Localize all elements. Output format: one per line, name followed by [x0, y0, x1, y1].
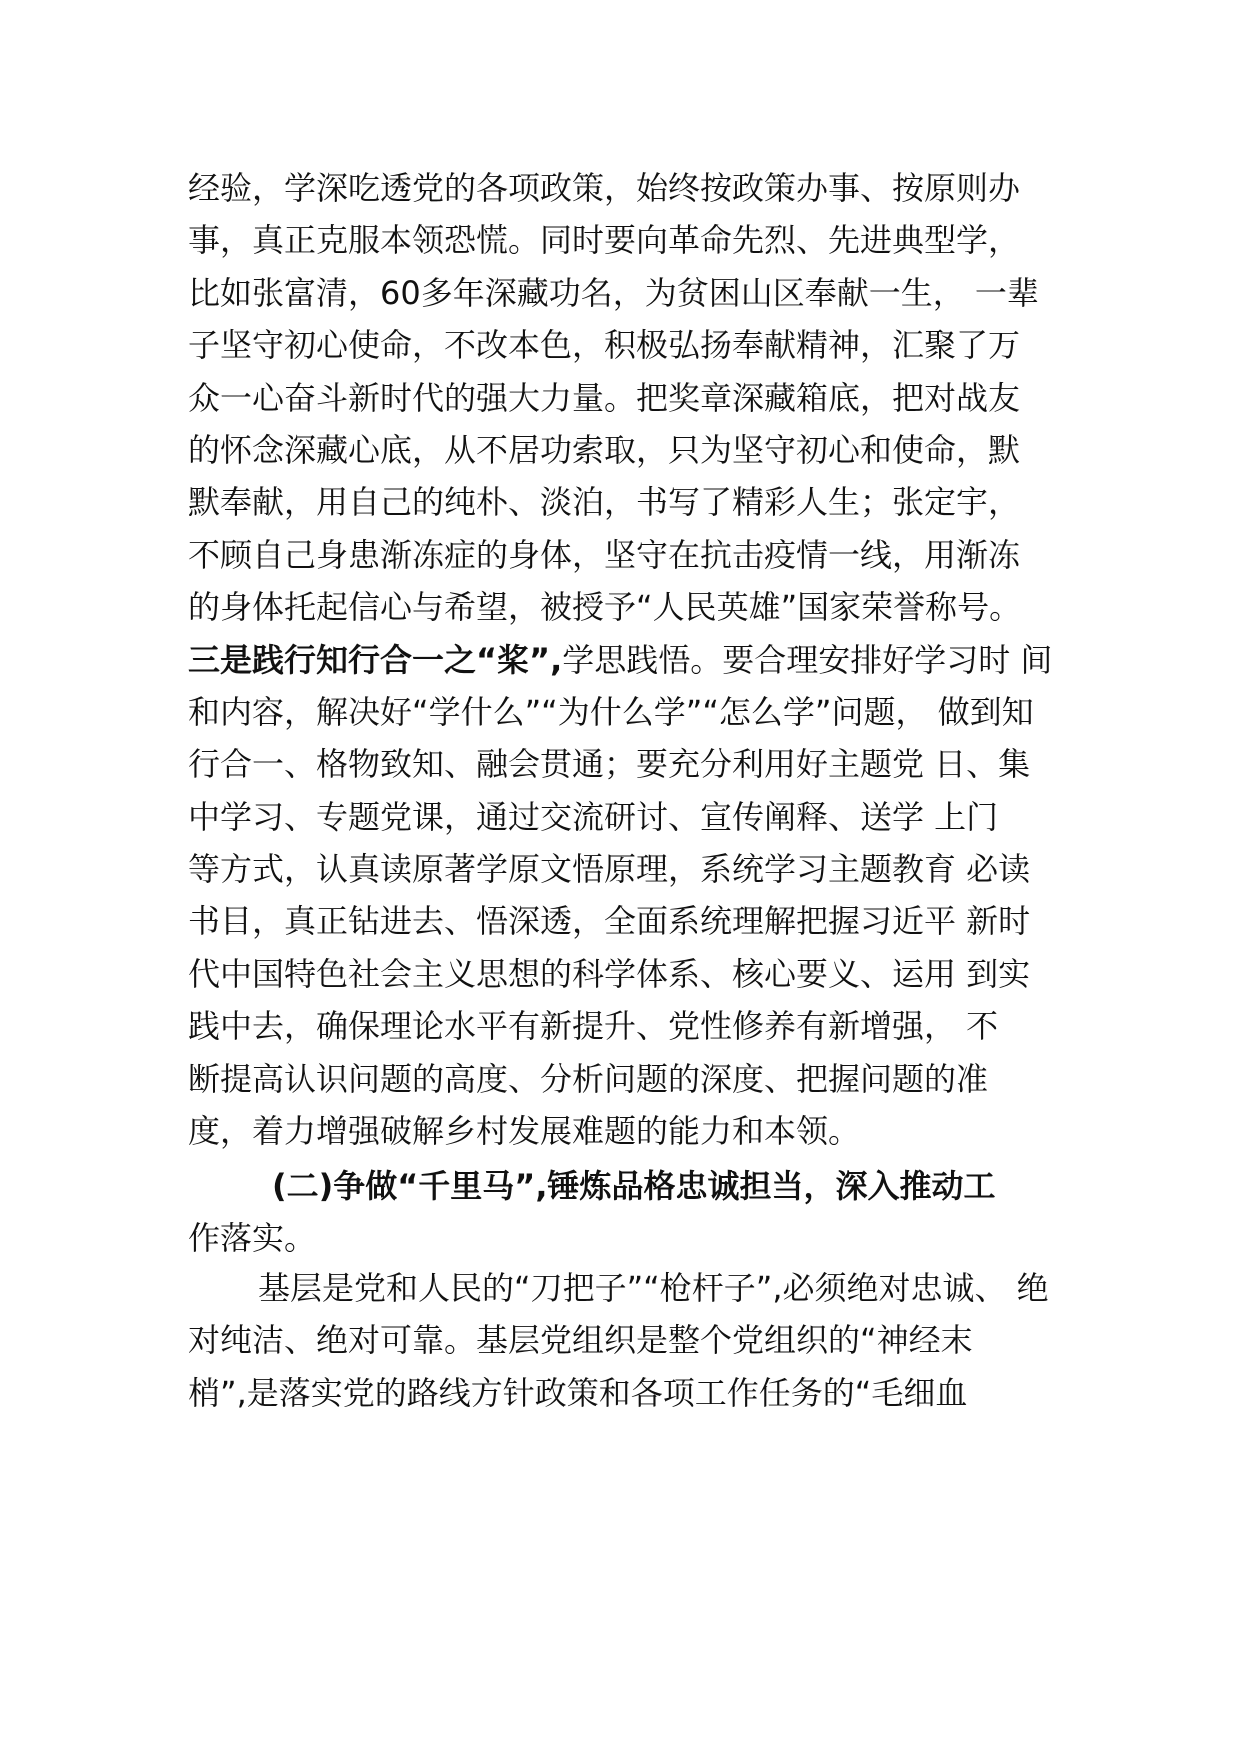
text-line: 事，真正克服本领恐慌。同时要向革命先烈、先进典型学，	[188, 221, 1021, 260]
text-line: 断提高认识问题的高度、分析问题的深度、把握问题的准	[188, 1059, 989, 1098]
text-line: 基层是党和人民的“刀把子”“枪杆子”,必须绝对忠诚、 绝	[258, 1269, 1049, 1307]
text-line: 经验，学深吃透党的各项政策，始终按政策办事、按原则办	[188, 169, 1021, 207]
text-line: 等方式，认真读原著学原文悟原理，系统学习主题教育 必读	[188, 850, 1031, 889]
text-line: 众一心奋斗新时代的强大力量。把奖章深藏箱底，把对战友	[188, 378, 1021, 417]
heading-line: (二)争做“千里马”,锤炼品格忠诚担当，深入推动工	[272, 1167, 996, 1205]
text-line: 代中国特色社会主义思想的科学体系、核心要义、运用 到实	[188, 954, 1031, 993]
heading-line: 作落实。	[188, 1219, 317, 1258]
text-line: 梢”,是落实党的路线方针政策和各项工作任务的“毛细血	[188, 1373, 968, 1412]
text-line: 中学习、专题党课，通过交流研讨、宣传阐释、送学 上门	[188, 797, 999, 836]
text-line: 比如张富清，60多年深藏功名，为贫困山区奉献一生， 一辈	[188, 273, 1039, 312]
text-line: 和内容，解决好“学什么”“为什么学”“怎么学”问题， 做到知	[188, 692, 1034, 731]
text-line: 不顾自己身患渐冻症的身体，坚守在抗击疫情一线，用渐冻	[188, 535, 1021, 574]
text-line: 书目，真正钻进去、悟深透，全面系统理解把握习近平 新时	[188, 902, 1031, 941]
body-text-block	[188, 1262, 1068, 1419]
text-line: 默奉献，用自己的纯朴、淡泊，书写了精彩人生；张定宇，	[188, 483, 1021, 522]
text-line: 的怀念深藏心底，从不居功索取，只为坚守初心和使命，默	[188, 430, 1021, 469]
section-heading	[188, 1160, 1068, 1265]
text-line: 行合一、格物致知、融会贯通；要充分利用好主题党 日、集	[188, 745, 1031, 784]
text-line: 践中去，确保理论水平有新提升、党性修养有新增强， 不	[188, 1007, 999, 1046]
text-line: 对纯洁、绝对可靠。基层党组织是整个党组织的“神经末	[188, 1321, 973, 1360]
text-line	[188, 634, 1068, 686]
text-line: 的身体托起信心与希望，被授予“人民英雄”国家荣誉称号。	[188, 588, 1022, 627]
text-span: 学思践悟。要合理安排好学习时 间	[562, 640, 1053, 679]
body-text-block	[188, 162, 1068, 1157]
text-line: 度，着力增强破解乡村发展难题的能力和本领。	[188, 1112, 861, 1151]
bold-lead-phrase: 三是践行知行合一之“桨”,	[188, 640, 563, 679]
text-line: 子坚守初心使命，不改本色，积极弘扬奉献精神，汇聚了万	[188, 326, 1021, 365]
